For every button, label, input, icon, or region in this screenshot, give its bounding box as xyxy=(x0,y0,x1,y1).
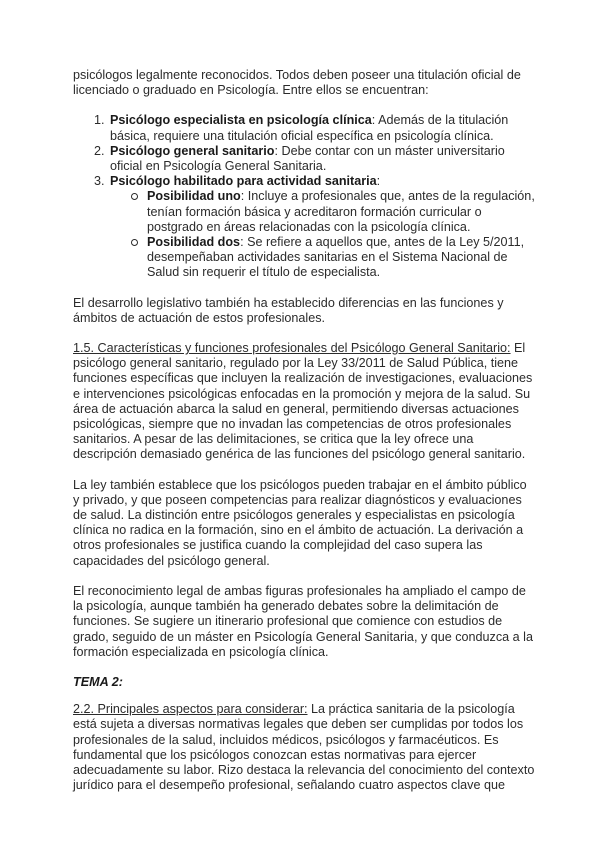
list-item-title: Psicólogo general sanitario xyxy=(110,143,275,158)
circle-bullet-icon xyxy=(131,239,138,246)
sublist-item: Posibilidad uno: Incluye a profesionales que, antes de la regulación, tenían formación básica y acreditaron formación curricular o postgrado en áreas relacionadas con la psicología clínica. xyxy=(147,189,535,235)
sublist-item-title: Posibilidad uno xyxy=(147,189,241,204)
list-item: 2. Psicólogo general sanitario: Debe contar con un máster universitario oficial en Psicología General Sanitaria. xyxy=(108,144,535,174)
paragraph: La ley también establece que los psicólogos pueden trabajar en el ámbito público y privado, y que poseen competencias para realizar diagnósticos y evaluaciones de salud. La distinción entre psicólogos generales y especialistas en psicología clínica no radica en la formación, sino en el ámbito de actuación. La derivación a otros profesionales se justifica cuando la complejidad del caso supera las capacidades del psicólogo general. xyxy=(73,477,527,568)
section-1-5-title: 1.5. Características y funciones profesionales del Psicólogo General Sanitario: xyxy=(73,341,511,356)
document-page xyxy=(73,68,535,808)
section-2-2-text: La práctica sanitaria de la psicología está sujeta a diversas normativas legales que deben ser cumplidas por todos los profesionales de la salud, incluidos médicos, psicólogos y farmacéuticos. Es fundamental que los psicólogos conozcan estas normativas para ejercer adecuadamente su labor. Rizo destaca la relevancia del conocimiento del contexto jurídico para el desempeño profesional, señalando cuatro aspectos clave que xyxy=(73,702,535,793)
section-1-5-text: El psicólogo general sanitario, regulado por la Ley 33/2011 de Salud Pública, tiene funciones específicas que incluyen la realización de investigaciones, evaluaciones e intervenciones psicológicas enfocadas en la promoción y mejora de la salud. Su área de actuación abarca la salud en general, permitiendo diversas actuaciones psicológicas, siempre que no invadan las competencias de otros profesionales sanitarios. A pesar de las delimitaciones, se critica que la ley ofrece una descripción demasiado genérica de las funciones del psicólogo general sanitario. xyxy=(73,341,533,462)
list-item-title: Psicólogo especialista en psicología clínica xyxy=(110,113,372,128)
sublist-item: Posibilidad dos: Se refiere a aquellos que, antes de la Ley 5/2011, desempeñaban actividades sanitarias en el Sistema Nacional de Salud sin requerir el título de especialista. xyxy=(147,235,535,281)
psychologist-types-list xyxy=(73,113,535,280)
circle-bullet-icon xyxy=(131,193,138,200)
list-item-title: Psicólogo habilitado para actividad sanitaria xyxy=(110,174,377,189)
list-item: 1. Psicólogo especialista en psicología clínica: Además de la titulación básica, requiere una titulación oficial específica en psicología clínica. xyxy=(108,113,535,143)
paragraph: El reconocimiento legal de ambas figuras profesionales ha ampliado el campo de la psicología, aunque también ha generado debates sobre la delimitación de funciones. Se sugiere un itinerario profesional que comience con estudios de grado, seguido de un máster en Psicología General Sanitaria, y que conduzca a la formación especializada en psicología clínica. xyxy=(73,583,533,659)
section-2-2-title: 2.2. Principales aspectos para considerar: xyxy=(73,702,308,717)
sublist-item-text: Incluye a profesionales que, antes de la regulación, tenían formación básica y acreditaron formación curricular o postgrado en áreas relacionadas con la psicología clínica. xyxy=(147,189,535,234)
list-item-text: Además de la titulación básica, requiere una titulación oficial específica en psicología clínica. xyxy=(110,113,509,143)
list-item-text: Debe contar con un máster universitario oficial en Psicología General Sanitaria. xyxy=(110,143,505,174)
list-item: 3. Psicólogo habilitado para actividad sanitaria: Posibilidad uno: Incluye a profesionales que, antes de la regulación, tenían formación básica y acreditaron formación curricular o postgrado en áreas relacionadas con la psicología clínica. Posibilidad dos: Se refiere a aquellos que, antes de la Ley 5/2011, desempeñaban actividades sanitarias en el Sistema Nacional de Salud sin requerir el título de especialista. xyxy=(108,174,535,280)
sublist xyxy=(110,189,535,280)
sublist-item-title: Posibilidad dos xyxy=(147,235,241,250)
section-1-5-paragraph xyxy=(73,341,535,463)
section-2-2-paragraph xyxy=(73,702,535,793)
intro-paragraph: psicólogos legalmente reconocidos. Todos deben poseer una titulación oficial de licenciado o graduado en Psicología. Entre ellos se encuentran: xyxy=(73,68,521,98)
tema-heading: TEMA 2: xyxy=(73,674,123,689)
sublist-item-text: Se refiere a aquellos que, antes de la Ley 5/2011, desempeñaban actividades sanitarias en el Sistema Nacional de Salud sin requerir el título de especialista. xyxy=(147,235,525,280)
paragraph: El desarrollo legislativo también ha establecido diferencias en las funciones y ámbitos de actuación de estos profesionales. xyxy=(73,295,504,325)
